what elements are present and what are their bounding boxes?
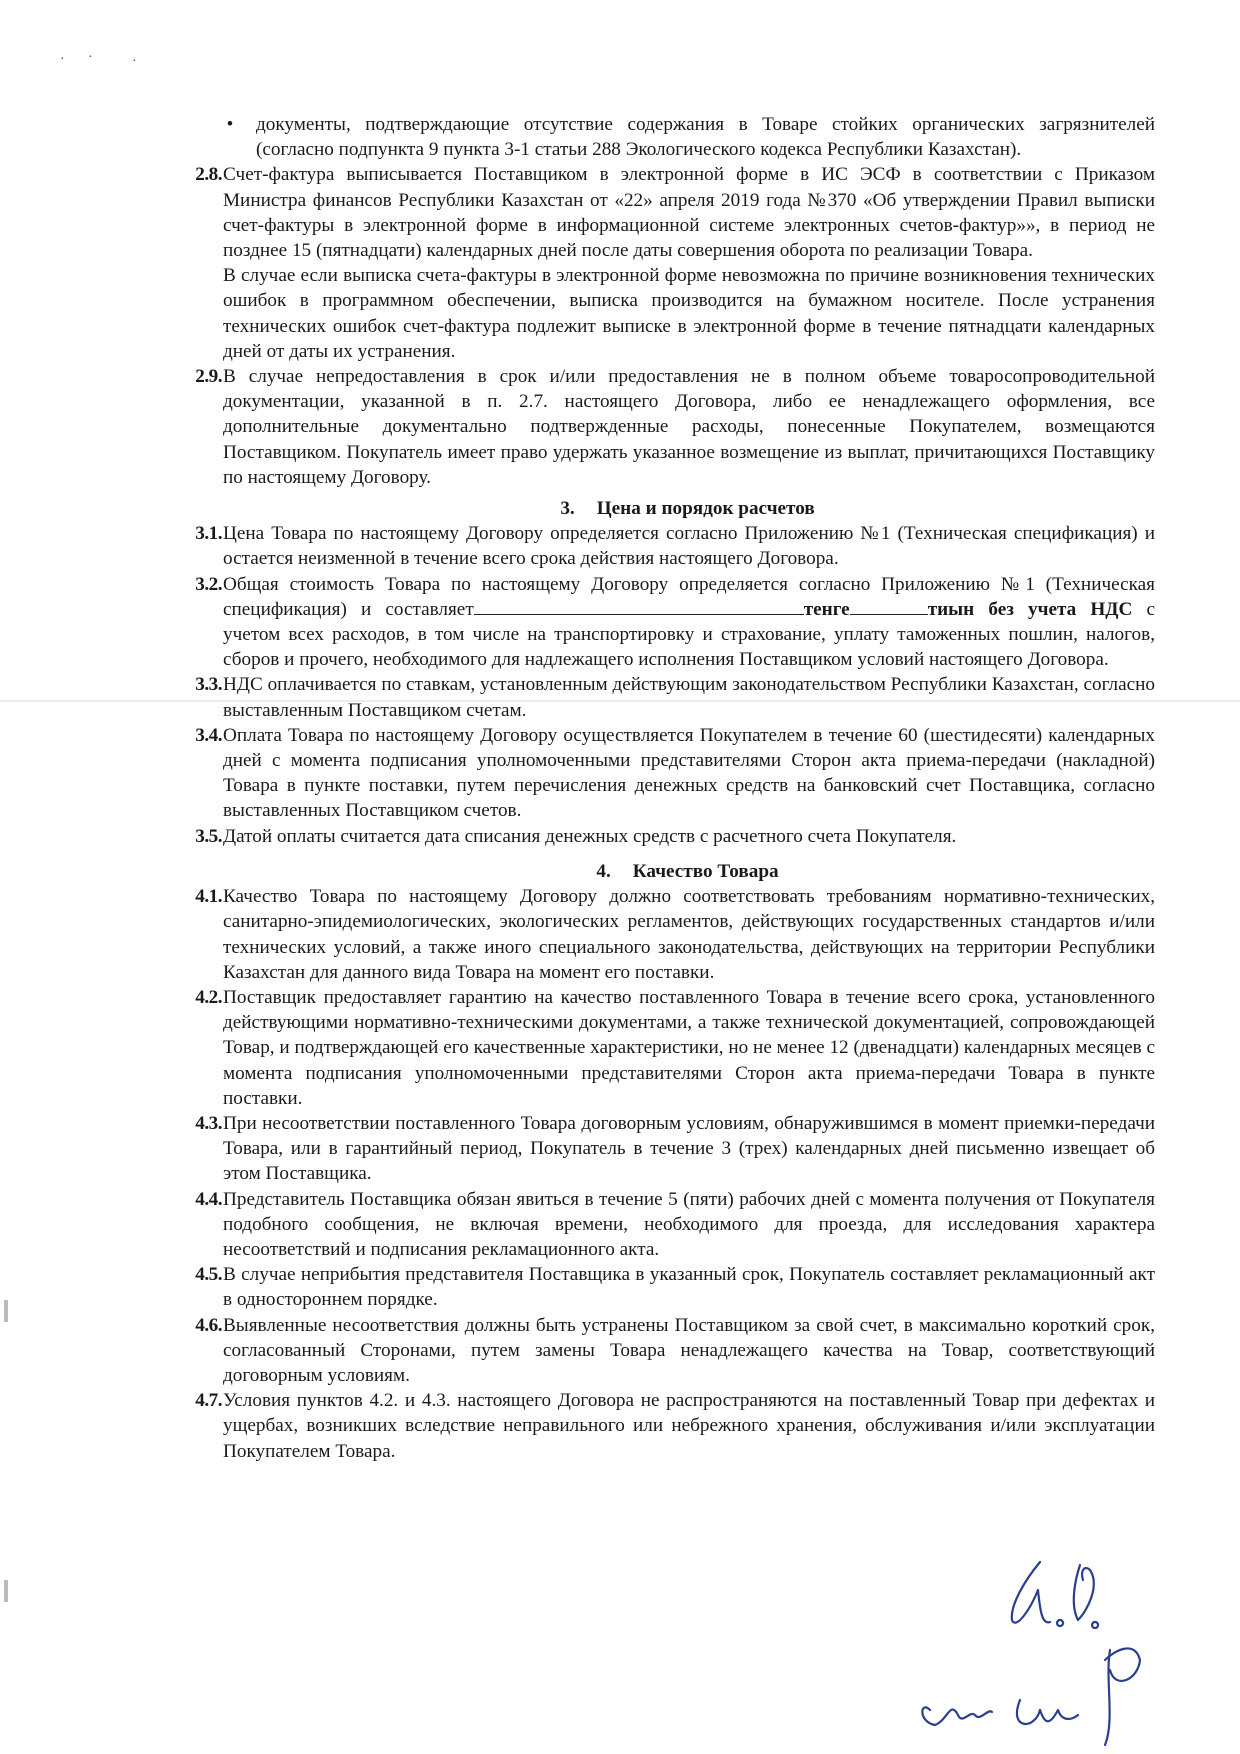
clause-text: Общая стоимость Товара по настоящему Договору определяется согласно Приложению №1 (Техническая спецификация) и составляет bbox=[223, 573, 1155, 620]
bullet-text: документы, подтверждающие отсутствие содержания в Товаре стойких органических загрязнителей (согласно подпункта 9 пункта 3-1 статьи 288 Экологического кодекса Республики Казахстан). bbox=[256, 114, 1155, 161]
clause-4-6 bbox=[180, 1313, 1155, 1389]
vat-excluded-label: без учета НДС bbox=[988, 598, 1133, 620]
clause-2-8 bbox=[180, 162, 1155, 364]
clause-3-3 bbox=[180, 672, 1155, 722]
clause-paragraph: При несоответствии поставленного Товара договорным условиям, обнаружившимся в момент приемки-передачи Товара, или в гарантийный период, Покупатель в течение 3 (трех) календарных дней письменно извещает об этом Поставщика. bbox=[223, 1112, 1155, 1185]
clause-number: 4.1. bbox=[195, 886, 222, 908]
clause-number: 3.1. bbox=[195, 523, 222, 545]
clause-paragraph: Датой оплаты считается дата списания денежных средств с расчетного счета Покупателя. bbox=[223, 825, 957, 847]
clause-4-5 bbox=[180, 1262, 1155, 1312]
clause-number: 4.2. bbox=[195, 986, 222, 1008]
clause-4-7 bbox=[180, 1388, 1155, 1464]
clause-paragraph: Счет-фактура выписывается Поставщиком в электронной форме в ИС ЭСФ в соответствии с Приказом Министра финансов Республики Казахстан от «22» апреля 2019 года №370 «Об утверждении Правил выписки счет-фактуры в электронной форме в информационной системе электронных счетов-фактур»», в период не позднее 15 (пятнадцати) календарных дней после даты совершения оборота по реализации Товара. bbox=[223, 164, 1155, 262]
clause-3-1 bbox=[180, 521, 1155, 571]
clause-paragraph: Качество Товара по настоящему Договору должно соответствовать требованиям нормативно-технических, санитарно-эпидемиологических, экологических регламентов, действующих государственных стандартов и/или технических условий, а также иного специального законодательства, действующих на территории Республики Казахстан для данного вида Товара на момент его поставки. bbox=[223, 886, 1155, 983]
clause-paragraph: Поставщик предоставляет гарантию на качество поставленного Товара в течение всего срока, установленного действующими нормативно-техническими документами, а также технической документацией, сопровождающей Товар, и подтверждающей его качественные характеристики, но не менее 12 (двенадцати) календарных месяцев с момента подписания уполномоченными представителями Сторон акта приема-передачи Товара в пункте поставки. bbox=[223, 986, 1155, 1109]
clause-number: 2.9. bbox=[195, 366, 222, 388]
document-page bbox=[180, 112, 1155, 1464]
clause-number: 4.5. bbox=[195, 1264, 222, 1286]
clause-paragraph: Цена Товара по настоящему Договору определяется согласно Приложению №1 (Техническая спецификация) и остается неизменной в течение всего срока действия настоящего Договора. bbox=[223, 523, 1155, 570]
section-4-clauses bbox=[180, 884, 1155, 1464]
bullet-list-item bbox=[180, 112, 1155, 162]
clause-number: 2.8. bbox=[195, 164, 222, 186]
amount-blank-field[interactable] bbox=[474, 598, 804, 615]
clause-number: 4.4. bbox=[195, 1188, 222, 1210]
clause-4-2 bbox=[180, 985, 1155, 1111]
clause-paragraph: В случае неприбытия представителя Поставщика в указанный срок, Покупатель составляет рекламационный акт в одностороннем порядке. bbox=[223, 1264, 1155, 1311]
clause-4-1 bbox=[180, 884, 1155, 985]
clause-4-4 bbox=[180, 1187, 1155, 1263]
bullet-icon: • bbox=[226, 114, 234, 135]
clause-number: 3.4. bbox=[195, 724, 222, 746]
clause-paragraph: В случае если выписка счета-фактуры в электронной форме невозможна по причине возникновения технических ошибок в программном обеспечении, выписка производится на бумажном носителе. После устранения технических ошибок счет-фактура подлежит выписке в электронной форме в течение пятнадцати календарных дней от даты их устранения. bbox=[223, 265, 1155, 362]
clause-paragraph: Представитель Поставщика обязан явиться в течение 5 (пяти) рабочих дней с момента получения от Покупателя подобного сообщения, не включая времени, необходимого для проезда, для исследования характера несоответствий и подписания рекламационного акта. bbox=[223, 1188, 1155, 1260]
clause-number: 3.3. bbox=[195, 674, 222, 696]
section-3-heading bbox=[180, 496, 1155, 521]
section-number: 4. bbox=[596, 860, 611, 882]
scan-edge-mark bbox=[4, 1300, 8, 1322]
currency-tenge-label: тенге bbox=[803, 598, 850, 620]
clause-number: 3.2. bbox=[195, 573, 222, 595]
clause-paragraph: Условия пунктов 4.2. и 4.3. настоящего Договора не распространяются на поставленный Товар при дефектах и ущербах, возникших вследствие неправильного или небрежного хранения, обслуживания и/или эксплуатации Покупателем Товара. bbox=[223, 1390, 1155, 1462]
clause-3-5 bbox=[180, 824, 1155, 849]
tiyn-blank-field[interactable] bbox=[850, 598, 928, 615]
section-number: 3. bbox=[560, 498, 575, 520]
clause-number: 3.5. bbox=[195, 825, 222, 847]
clause-text: с учетом всех расходов, в том числе на транспортировку и страхование, уплату таможенных пошлин, налогов, сборов и прочего, необходимого для надлежащего исполнения Поставщиком условий настоящего Договора. bbox=[223, 598, 1155, 671]
handwritten-signature bbox=[900, 1550, 1200, 1750]
clause-paragraph bbox=[223, 572, 1155, 673]
clause-4-3 bbox=[180, 1111, 1155, 1187]
clause-paragraph: НДС оплачивается по ставкам, установленным действующим законодательством Республики Казахстан, согласно выставленным Поставщиком счетам. bbox=[223, 674, 1155, 721]
clause-number: 4.3. bbox=[195, 1112, 222, 1134]
clause-paragraph: В случае непредоставления в срок и/или предоставления не в полном объеме товаросопроводительной документации, указанной в п. 2.7. настоящего Договора, либо ее ненадлежащего оформления, все дополнительные документально подтвержденные расходы, понесенные Покупателем, возмещаются Поставщиком. Покупатель имеет право удержать указанное возмещение из выплат, причитающихся Поставщику по настоящему Договору. bbox=[223, 366, 1155, 488]
clause-paragraph: Оплата Товара по настоящему Договору осуществляется Покупателем в течение 60 (шестидесяти) календарных дней с момента подписания уполномоченными представителями Сторон акта приема-передачи (накладной) Товара в пункте поставки, путем перечисления денежных средств на банковский счет Поставщика, согласно выставленных Поставщиком счетов. bbox=[223, 724, 1155, 822]
clause-number: 4.7. bbox=[195, 1390, 222, 1412]
section-title: Цена и порядок расчетов bbox=[596, 498, 815, 520]
clause-paragraph: Выявленные несоответствия должны быть устранены Поставщиком за свой счет, в максимально короткий срок, согласованный Сторонами, путем замены Товара ненадлежащего качества на Товар, соответствующий договорным условиям. bbox=[223, 1314, 1155, 1386]
clause-number: 4.6. bbox=[195, 1314, 222, 1336]
currency-tiyn-label: тиын bbox=[927, 598, 975, 620]
clause-3-4 bbox=[180, 723, 1155, 824]
scan-edge-mark bbox=[4, 1580, 8, 1602]
section-title: Качество Товара bbox=[632, 860, 779, 882]
clause-2-9 bbox=[180, 364, 1155, 490]
clause-3-2 bbox=[180, 572, 1155, 673]
section-4-heading bbox=[180, 859, 1155, 884]
